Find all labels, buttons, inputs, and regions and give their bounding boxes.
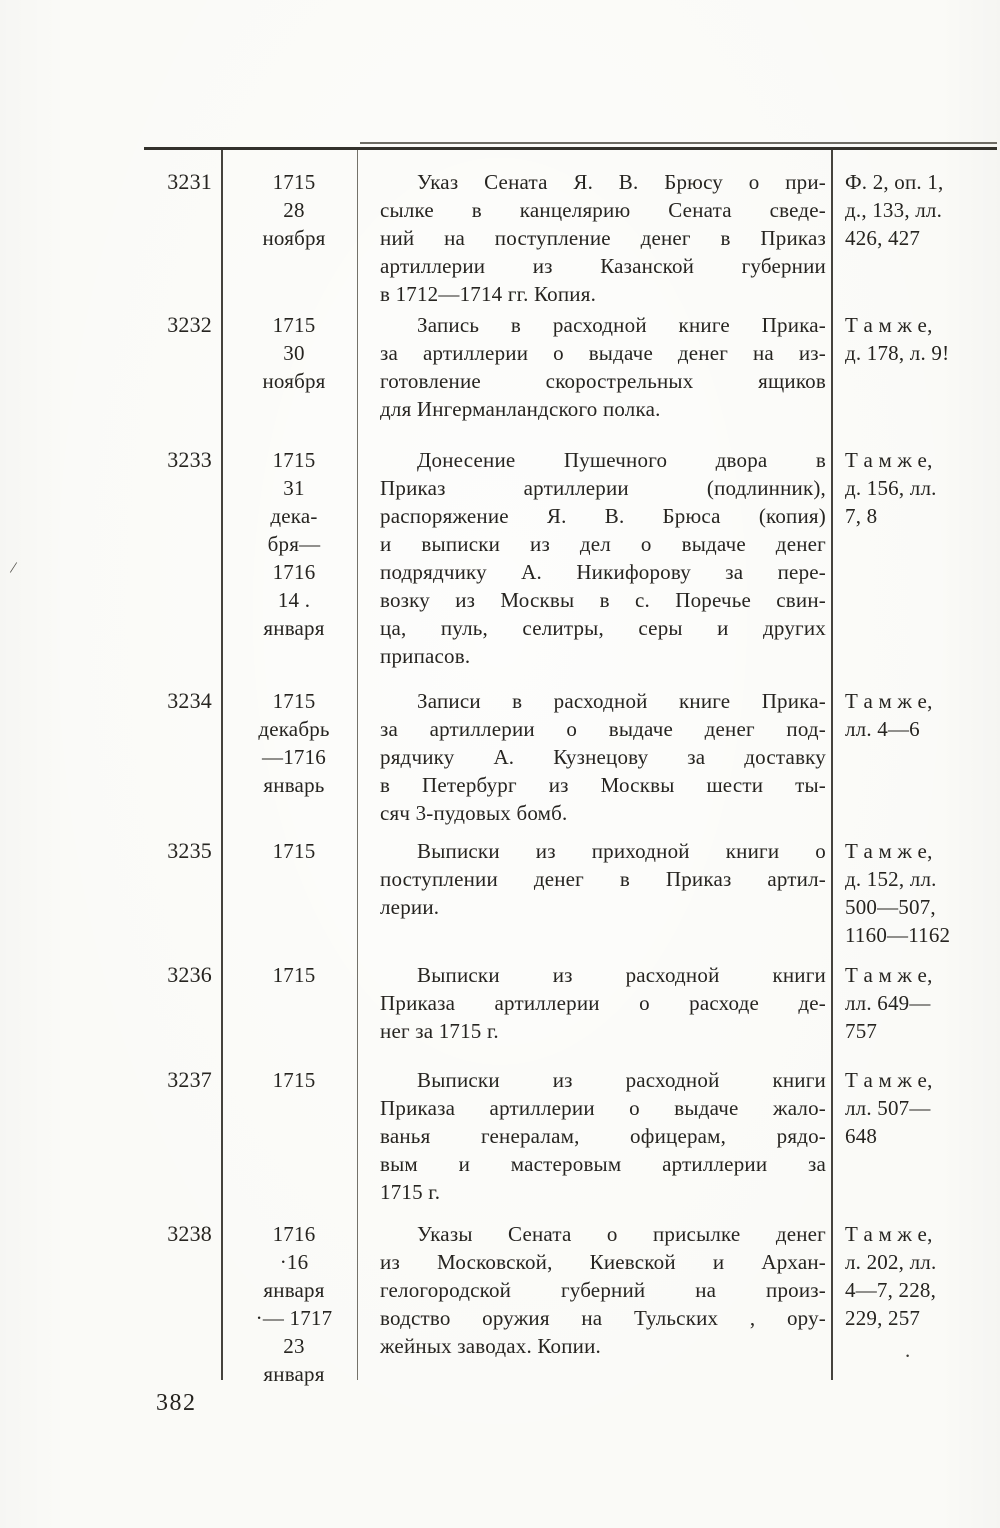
text-line: ·— 1717 <box>255 1306 333 1330</box>
entry-date <box>229 446 359 642</box>
text-line: Донесение Пушечного двора в <box>417 448 826 472</box>
text-line: Т а м ж е, <box>845 1222 933 1246</box>
text-line: Т а м ж е, <box>845 448 933 472</box>
text-line: Т а м ж е, <box>845 963 933 987</box>
text-line: 1715 <box>272 448 316 472</box>
text-line: 7, 8 <box>845 504 878 528</box>
entry-date <box>229 168 359 252</box>
entry-reference <box>845 446 997 530</box>
text-line: готовление скорострельных ящиков <box>380 369 826 393</box>
entry-date <box>229 311 359 395</box>
text-line: 31 <box>283 476 305 500</box>
entry-description <box>380 311 826 423</box>
entry-number: 3234 <box>167 688 212 713</box>
text-line: 500—507, <box>845 895 936 919</box>
entry-number: 3237 <box>167 1067 212 1092</box>
text-line: Запись в расходной книге Прика- <box>417 313 826 337</box>
text-line: сылке в канцелярию Сената сведе- <box>380 198 826 222</box>
table-top-rule-upper <box>360 142 997 144</box>
text-line: водство оружия на Тульских , ору- <box>380 1306 826 1330</box>
text-line: для Ингерманландского полка. <box>380 397 661 421</box>
text-line: 1715 <box>272 1068 316 1092</box>
entry-number: 3238 <box>167 1221 212 1246</box>
text-line: Т а м ж е, <box>845 839 933 863</box>
scan-speck: / <box>8 557 19 578</box>
text-line: жейных заводах. Копии. <box>380 1334 602 1358</box>
text-line: 23 <box>283 1334 305 1358</box>
text-line: поступлении денег в Приказ артил- <box>380 867 826 891</box>
text-line: Приказа артиллерии о выдаче жало- <box>380 1096 826 1120</box>
text-line: д., 133, лл. <box>845 198 943 222</box>
text-line: декабрь <box>258 717 330 741</box>
text-line: 4—7, 228, <box>845 1278 937 1302</box>
entry-reference <box>845 687 997 743</box>
text-line: Указы Сената о присылке денег <box>417 1222 826 1246</box>
text-line: 1160—1162 <box>845 923 951 947</box>
text-line: Т а м ж е, <box>845 1068 933 1092</box>
text-line: д. 178, л. 9! <box>845 341 950 365</box>
text-line: д. 156, лл. <box>845 476 937 500</box>
entry-number: 3233 <box>167 447 212 472</box>
text-line: в Петербург из Москвы шести ты- <box>380 773 826 797</box>
text-line: 14 . <box>277 588 311 612</box>
text-line: ний на поступление денег в Приказ <box>380 226 826 250</box>
entry-number: 3236 <box>167 962 212 987</box>
text-line: Выписки из расходной книги <box>417 963 826 987</box>
entry-description <box>380 837 826 921</box>
text-line: января <box>263 1362 325 1386</box>
text-line: января <box>263 1278 325 1302</box>
text-line: 1715 г. <box>380 1180 441 1204</box>
text-line: январь <box>263 773 325 797</box>
text-line: Записи в расходной книге Прика- <box>417 689 826 713</box>
text-line: Выписки из расходной книги <box>417 1068 826 1092</box>
text-line: и выписки из дел о выдаче денег <box>380 532 826 556</box>
entry-reference <box>845 837 997 949</box>
entry-description <box>380 961 826 1045</box>
entry-reference <box>845 168 997 252</box>
entry-description <box>380 168 826 308</box>
text-line: дека- <box>270 504 318 528</box>
entry-reference <box>845 311 997 367</box>
entry-description <box>380 1220 826 1360</box>
text-line: бря— <box>267 532 321 556</box>
text-line: подрядчику А. Никифорову за пере- <box>380 560 826 584</box>
text-line: сяч 3-пудовых бомб. <box>380 801 568 825</box>
text-line: 648 <box>845 1124 878 1148</box>
text-line: 229, 257 <box>845 1306 921 1330</box>
table-top-rule <box>144 147 997 150</box>
text-line: в 1712—1714 гг. Копия. <box>380 282 597 306</box>
entry-reference <box>845 1066 997 1150</box>
entry-description <box>380 1066 826 1206</box>
text-line: 30 <box>283 341 305 365</box>
entry-number: 3232 <box>167 312 212 337</box>
text-line: лл. 4—6 <box>845 717 920 741</box>
text-line: января <box>263 616 325 640</box>
text-line: —1716 <box>262 745 326 769</box>
text-line: из Московской, Киевской и Архан- <box>380 1250 826 1274</box>
text-line: лл. 649— <box>845 991 931 1015</box>
text-line: 1715 <box>272 839 316 863</box>
text-line: лерии. <box>380 895 440 919</box>
text-line: л. 202, лл. <box>845 1250 937 1274</box>
text-line: ноября <box>262 226 326 250</box>
text-line: припасов. <box>380 644 471 668</box>
text-line: Ф. 2, оп. 1, <box>845 170 944 194</box>
text-line: рядчику А. Кузнецову за доставку <box>380 745 826 769</box>
text-line: Т а м ж е, <box>845 689 933 713</box>
text-line: 426, 427 <box>845 226 921 250</box>
text-line: 1715 <box>272 313 316 337</box>
text-line: гелогородской губерний на произ- <box>380 1278 826 1302</box>
column-divider-description-reference <box>831 150 833 1380</box>
entry-date <box>229 1066 359 1094</box>
text-line: д. 152, лл. <box>845 867 937 891</box>
text-line: ноября <box>262 369 326 393</box>
entry-reference <box>845 961 997 1045</box>
entry-reference <box>845 1220 997 1332</box>
entry-date <box>229 687 359 799</box>
text-line: нег за 1715 г. <box>380 1019 499 1043</box>
text-line: распоряжение Я. В. Брюса (копия) <box>380 504 826 528</box>
text-line: Приказ артиллерии (подлинник), <box>380 476 826 500</box>
text-line: артиллерии из Казанской губернии <box>380 254 826 278</box>
text-line: 28 <box>283 198 305 222</box>
entry-date <box>229 1220 359 1388</box>
text-line: Указ Сената Я. В. Брюсу о при- <box>417 170 826 194</box>
text-line: 1716 <box>272 1222 316 1246</box>
text-line: ца, пуль, селитры, серы и других <box>380 616 826 640</box>
text-line: 1716 <box>272 560 316 584</box>
entry-number: 3235 <box>167 838 212 863</box>
page-number: 382 <box>156 1390 197 1416</box>
text-line: Выписки из приходной книги о <box>417 839 826 863</box>
text-line: 1715 <box>272 170 316 194</box>
text-line: 757 <box>845 1019 878 1043</box>
text-line: вым и мастеровым артиллерии за <box>380 1152 826 1176</box>
text-line: возку из Москвы в с. Поречье свин- <box>380 588 826 612</box>
entry-description <box>380 687 826 827</box>
text-line: лл. 507— <box>845 1096 931 1120</box>
column-divider-number-date <box>221 150 223 1380</box>
text-line: ·16 <box>279 1250 309 1274</box>
entry-description <box>380 446 826 670</box>
scan-speck: . <box>905 1338 911 1362</box>
text-line: за артиллерии о выдаче денег на из- <box>380 341 826 365</box>
text-line: ванья генералам, офицерам, рядо- <box>380 1124 826 1148</box>
entry-number: 3231 <box>167 169 212 194</box>
text-line: 1715 <box>272 963 316 987</box>
text-line: Т а м ж е, <box>845 313 933 337</box>
entry-date <box>229 961 359 989</box>
text-line: Приказа артиллерии о расходе де- <box>380 991 826 1015</box>
entry-date <box>229 837 359 865</box>
text-line: 1715 <box>272 689 316 713</box>
text-line: за артиллерии о выдаче денег под- <box>380 717 826 741</box>
